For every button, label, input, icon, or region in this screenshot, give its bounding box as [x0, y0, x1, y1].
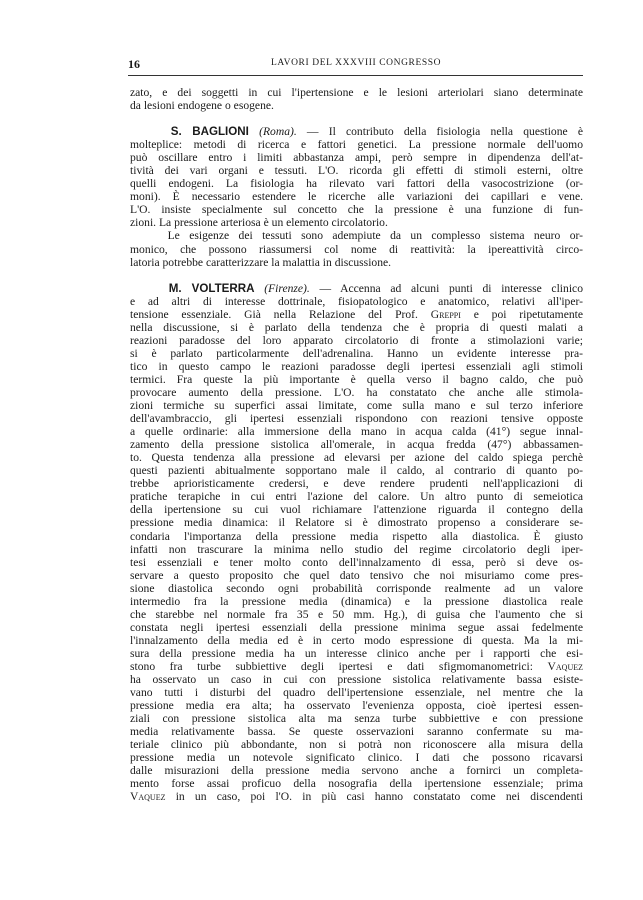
text-line: infatti non trascurare la minima nello studio del regime circolatorio degli iper-	[130, 542, 583, 556]
text-line: questi pazienti abitualmente sopportano male il caldo, al contrario di quanto po-	[130, 464, 583, 478]
text-line	[130, 229, 583, 242]
text-line	[130, 282, 583, 295]
text-line: pressione media era alta; ha osservato l'evenienza opposta, cioè ipertesi essen-	[130, 699, 583, 713]
speaker-name: S. BAGLIONI	[170, 125, 249, 139]
text-line: a quelle ordinarie: alla immersione della mano in acqua calda (41°) segue innal-	[130, 425, 583, 439]
text-line: da lesioni endogene o esogene.	[130, 99, 274, 113]
text-line: ziali con pressione sistolica alta ma senza turbe subbiettive e con pressione	[130, 712, 583, 726]
text-line: media relativamente bassa. Se queste osservazioni saranno confermate su ma-	[130, 725, 583, 739]
baglioni-intervention	[130, 125, 583, 269]
text-line	[130, 308, 583, 321]
text-line: dell'avambraccio, gli ipertesi essenziali rispondono con reazioni tensive opposte	[130, 412, 583, 426]
text-fragment: Le esigenze dei tessuti sono adempiute da un complesso sistema neuro or-	[167, 229, 583, 243]
text-line: zato, e dei soggetti in cui l'ipertensione e le lesioni arteriolari siano determinate	[130, 86, 583, 99]
text-line: tesi essenziali e tener molto conto dell'innalzamento di essa, però si deve os-	[130, 555, 583, 569]
text-line: condaria l'importanza della pressione media rispetto alla diastolica. È giusto	[130, 529, 583, 543]
text-line: zioni. La pressione arteriosa è un elemento circolatorio.	[130, 216, 388, 230]
text-fragment: — Il contributo della fisiologia nella questione è	[296, 125, 583, 139]
text-line: intermedio fra la pressione media (dinamica) e la pressione diastolica reale	[130, 594, 583, 608]
text-line: sura della pressione media ha un interesse clinico anche per i rapporti che esi-	[130, 646, 583, 660]
text-line: ha osservato un caso in cui con pressione sistolica relativamente bassa esiste-	[130, 673, 583, 687]
text-line: pressione media un notevole significato clinico. I dati che possono ricavarsi	[130, 751, 583, 765]
text-line: moni). È necessario estendere le ricerche alle variazioni dei capillari e vene.	[130, 190, 583, 204]
text-line: provocare aumento della pressione. L'O. ha constatato che anche alle stimola-	[130, 385, 583, 399]
text-line: vano tutti i disturbi del quadro dell'ipertensione essenziale, nel mentre che la	[130, 686, 583, 700]
text-line: e ad altri di interesse dottrinale, fisiopatologico e anatomico, relativi all'iper-	[130, 294, 583, 308]
text-line: l'innalzamento della media ed è in certo modo espressione di questa. Ma la mi-	[130, 633, 583, 647]
text-fragment: stono fra turbe subbiettive degli ipertesi e dati sfigmomanometrici:	[130, 659, 548, 673]
text-line	[130, 790, 583, 803]
text-line	[130, 125, 583, 138]
text-line: pressione media dinamica: il Relatore si è dimostrato propenso a considerare se-	[130, 516, 583, 530]
text-line: teriale clinico più abbondante, non si potrà non riconoscere alla misura della	[130, 738, 583, 752]
speaker-city: (Roma).	[259, 125, 297, 139]
text-line: della ipertensione su cui vuol richiamare l'attenzione riguarda il contegno della	[130, 503, 583, 517]
running-title: LAVORI DEL XXXVIII CONGRESSO	[271, 58, 442, 68]
text-line: può oscillare entro i limiti abbastanza ampi, però sempre in dipendenza dell'at-	[130, 151, 583, 165]
speaker-city: (Firenze).	[264, 281, 310, 295]
page-body	[130, 86, 583, 803]
text-line: tività dei vari organi e tessuti. L'O. ricorda gli effetti di stimoli esterni, oltre	[130, 164, 583, 178]
author-name: Vaquez	[547, 659, 583, 673]
page-header	[128, 57, 583, 73]
text-line: constata negli ipertesi essenziali della pressione minima segue assai fedelmente	[130, 620, 583, 634]
text-line: quelli endogeni. La fisiologia ha rilevato vari fattori della vasocostrizione (or-	[130, 177, 583, 191]
text-line: pratiche terapiche in cui entri l'azione del calore. Un altro punto di semeiotica	[130, 490, 583, 504]
author-name: Greppi	[430, 307, 461, 321]
text-line: tico in questo campo le reazioni paradosse degli ipertesi essenziali agli stimoli	[130, 359, 583, 373]
page-number: 16	[128, 57, 140, 71]
text-line: dalle misurazioni della pressione media servono anche a fornirci un completa-	[130, 764, 583, 778]
text-line: molteplice: metodi di ricerca e fattori genetici. La pressione normale dell'uomo	[130, 138, 583, 152]
text-line: mento forse assai proficuo della nosografia della ipertensione essenziale; prima	[130, 777, 583, 791]
text-line: L'O. insiste specialmente sul concetto che la pressione è una funzione di fun-	[130, 203, 583, 217]
text-line: termici. Fra queste la più importante è quella verso il bagno caldo, che può	[130, 372, 583, 386]
text-line: servare a questo proposito che quel dato tensivo che noi misuriamo come pres-	[130, 568, 583, 582]
text-line: si è parlato particolarmente dell'adrenalina. Hanno un evidente interesse pra-	[130, 346, 583, 360]
text-line: monico, che possono riassumersi col nome di reattività: la ipereattività circo-	[130, 242, 583, 256]
text-line: to. Questa tendenza alla pressione ad elevarsi per azione del caldo spiega perchè	[130, 451, 583, 465]
text-line: latoria potrebbe caratterizzare la malattia in discussione.	[130, 255, 392, 269]
text-line: sione diastolica secondo ogni probabilità corrisponde realmente ad un valore	[130, 581, 583, 595]
header-rule	[128, 75, 583, 76]
text-line: che starebbe nel normale fra 35 e 50 mm. Hg.), di guisa che l'aumento che si	[130, 607, 583, 621]
text-line: zamento della pressione sistolica all'omerale, in acqua fredda (47°) abbassamen-	[130, 438, 583, 452]
text-line: zioni termiche su superfici assai limitate, come sulla mano e sul terzo inferiore	[130, 399, 583, 413]
text-fragment: e poi ripetutamente	[460, 307, 583, 321]
text-fragment: — Accenna ad alcuni punti di interesse clinico	[309, 281, 583, 295]
text-line	[130, 660, 583, 673]
author-name: Vaquez	[130, 790, 166, 804]
intro-paragraph	[130, 86, 583, 112]
speaker-name: M. VOLTERRA	[168, 281, 255, 295]
text-line: trebbe aprioristicamente credersi, e deve rendere prudenti nell'applicazioni di	[130, 477, 583, 491]
text-fragment: in un caso, poi l'O. in più casi hanno constatato come nei discendenti	[165, 790, 583, 804]
text-fragment: tensione essenziale. Già nella Relazione del Prof.	[130, 307, 431, 321]
text-line: reazioni paradosse del loro apparato circolatorio di fronte a stimolazioni varie;	[130, 333, 583, 347]
volterra-intervention	[130, 282, 583, 804]
text-line: nella discussione, si è parlato della tendenza che è propria di questi malati a	[130, 320, 583, 334]
